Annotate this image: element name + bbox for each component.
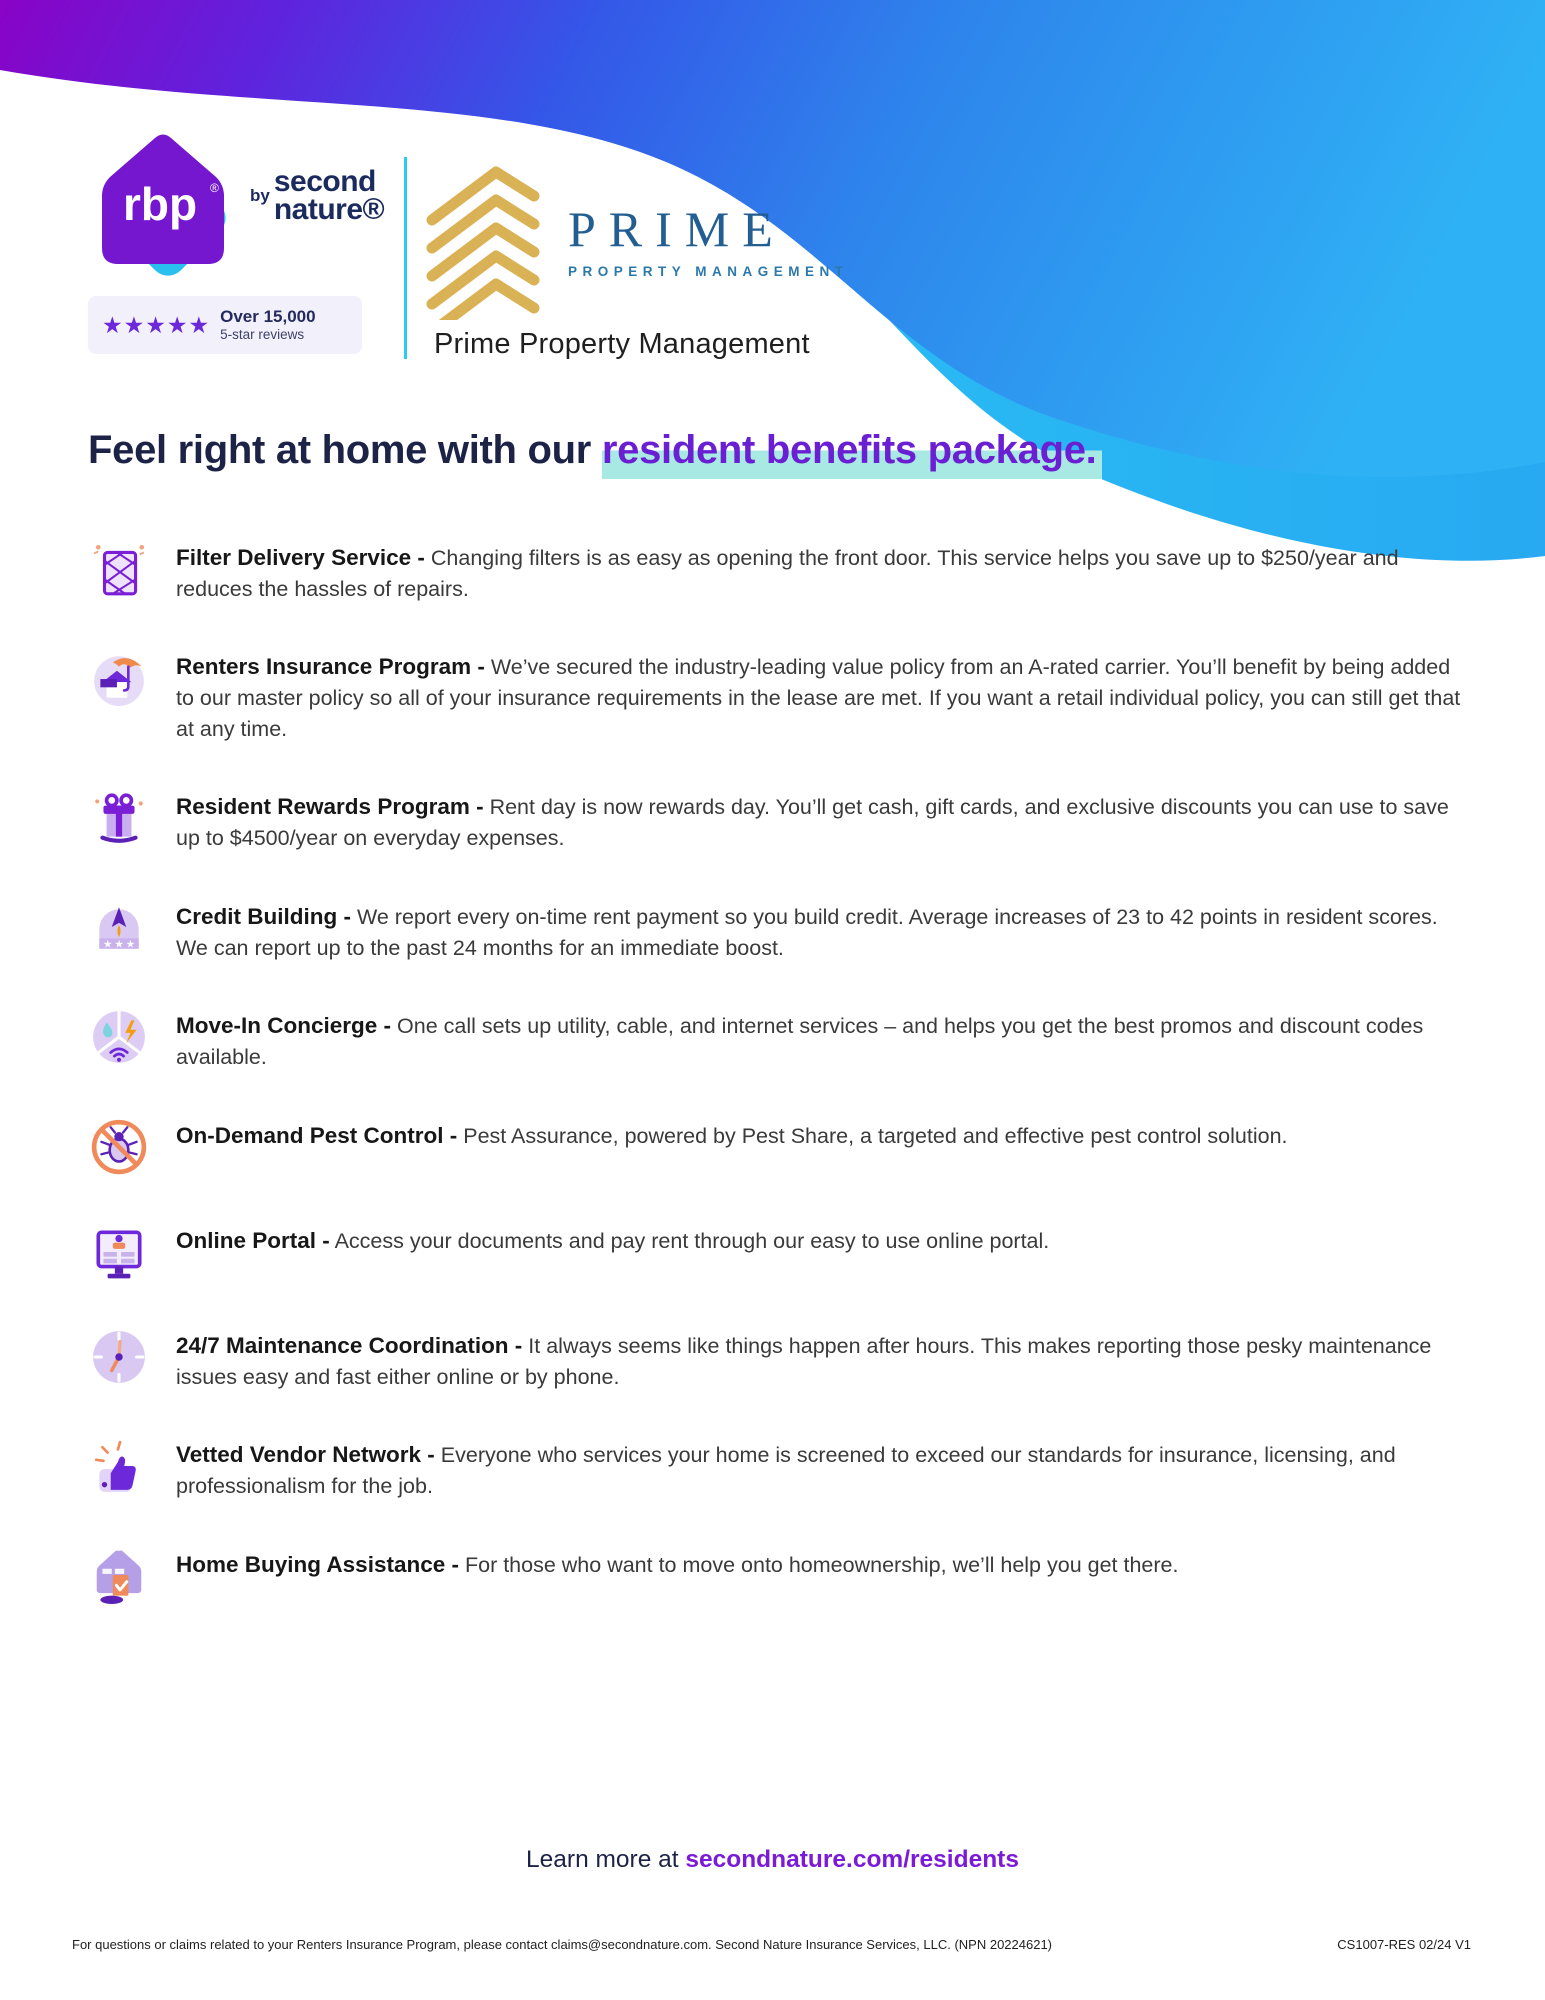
- headline-highlighted: resident benefits package.: [602, 428, 1103, 479]
- prime-wordmark: PRIME: [568, 200, 786, 257]
- prime-wordmark-subtitle: PROPERTY MANAGEMENT: [568, 263, 849, 279]
- learn-more-line: [0, 1846, 1545, 1874]
- monitor-icon: [88, 1223, 150, 1283]
- page-title: [88, 428, 1102, 473]
- svg-text:rbp: rbp: [122, 178, 198, 230]
- benefit-description: It always seems like things happen after hours. This makes reporting those pesky maintenance issues easy and fast either online or by phone.: [176, 1333, 1432, 1389]
- home-check-icon: [88, 1547, 150, 1607]
- prime-chevrons-icon: [424, 158, 542, 320]
- fine-print-left: For questions or claims related to your Renters Insurance Program, please contact claims@secondnature.com. Second Nature Insurance Services, LLC. (NPN 20224621): [72, 1937, 1053, 1952]
- brand-line1: second: [273, 165, 376, 198]
- benefit-title: Filter Delivery Service -: [176, 545, 425, 570]
- benefit-item-online-portal: [88, 1223, 1466, 1283]
- benefit-description: Access your documents and pay rent through our easy to use online portal.: [334, 1228, 1050, 1253]
- svg-text:★: ★: [114, 939, 124, 951]
- fine-print-right: CS1007-RES 02/24 V1: [1337, 1937, 1471, 1952]
- benefit-item-credit-building: [88, 899, 1466, 963]
- second-nature-byline: [250, 165, 385, 226]
- benefit-item-resident-rewards: [88, 789, 1466, 853]
- reviews-count: Over 15,000: [220, 307, 316, 327]
- benefit-item-home-buying: [88, 1547, 1466, 1607]
- benefit-description: We’ve secured the industry-leading value policy from an A-rated carrier. You’ll benefit by being added to our master policy so all of your insurance requirements in the lease are met. If you want a retail individual policy, you can still get that at any time.: [176, 655, 1461, 741]
- umbrella-house-icon: [88, 649, 150, 709]
- brand-line2: nature®: [273, 192, 385, 226]
- clock-icon: [88, 1328, 150, 1388]
- benefit-title: Renters Insurance Program -: [176, 654, 485, 680]
- benefit-description: Pest Assurance, powered by Pest Share, a targeted and effective pest control solution.: [463, 1123, 1288, 1148]
- benefit-description: One call sets up utility, cable, and internet services – and helps you get the best promos and discount codes available.: [176, 1014, 1424, 1070]
- logo-divider: [404, 157, 407, 359]
- benefit-title: Home Buying Assistance -: [176, 1551, 459, 1577]
- benefit-title: 24/7 Maintenance Coordination -: [176, 1332, 523, 1358]
- rbp-logo-icon: [88, 126, 238, 284]
- benefit-title: Resident Rewards Program -: [176, 794, 484, 820]
- benefit-title: Vetted Vendor Network -: [176, 1442, 435, 1468]
- reviews-badge: [88, 296, 362, 354]
- gift-icon: [88, 789, 150, 849]
- credit-badge-icon: [88, 899, 150, 959]
- utilities-icon: [88, 1008, 150, 1068]
- benefit-item-pest-control: [88, 1118, 1466, 1178]
- svg-text:★: ★: [125, 939, 136, 951]
- svg-text:★: ★: [102, 939, 113, 951]
- no-pests-icon: [88, 1118, 150, 1178]
- benefit-item-vendor-network: [88, 1437, 1466, 1501]
- benefit-item-renters-insurance: [88, 649, 1466, 744]
- benefit-title: Move-In Concierge -: [176, 1013, 392, 1039]
- prime-logo: [424, 158, 849, 320]
- benefit-description: For those who want to move onto homeownership, we’ll help you get there.: [464, 1552, 1179, 1577]
- benefit-item-filter-delivery: [88, 540, 1466, 604]
- byline-prefix: by: [250, 185, 270, 205]
- benefit-description: Everyone who services your home is screened to exceed our standards for insurance, licensing, and professionalism for the job.: [176, 1443, 1396, 1499]
- rbp-logo: [88, 126, 238, 284]
- benefit-item-move-in-concierge: [88, 1008, 1466, 1072]
- headline-prefix: Feel right at home with our: [88, 428, 602, 472]
- learn-more-prefix: Learn more at: [526, 1846, 686, 1873]
- benefits-list: [88, 540, 1466, 1652]
- partner-company-name: Prime Property Management: [434, 328, 810, 360]
- benefit-title: Credit Building -: [176, 903, 351, 929]
- benefit-title: On-Demand Pest Control -: [176, 1122, 458, 1148]
- benefit-item-maintenance: [88, 1328, 1466, 1392]
- fine-print: [72, 1937, 1471, 1952]
- benefit-description: We report every on-time rent payment so you build credit. Average increases of 23 to 42 points in resident scores. We can report up to the past 24 months for an immediate boost.: [176, 904, 1438, 960]
- thumbs-up-icon: [88, 1437, 150, 1497]
- filter-icon: [88, 540, 150, 600]
- svg-text:®: ®: [210, 181, 219, 195]
- benefit-description: Rent day is now rewards day. You’ll get cash, gift cards, and exclusive discounts you can use to save up to $4500/year on everyday expenses.: [176, 795, 1449, 851]
- reviews-label: 5-star reviews: [220, 327, 305, 343]
- five-stars-icon: ★★★★★: [102, 311, 211, 338]
- benefit-title: Online Portal -: [176, 1227, 330, 1253]
- benefit-description: Changing filters is as easy as opening the front door. This service helps you save up to $250/year and reduces the hassles of repairs.: [176, 546, 1399, 601]
- learn-more-link[interactable]: secondnature.com/residents: [685, 1846, 1019, 1873]
